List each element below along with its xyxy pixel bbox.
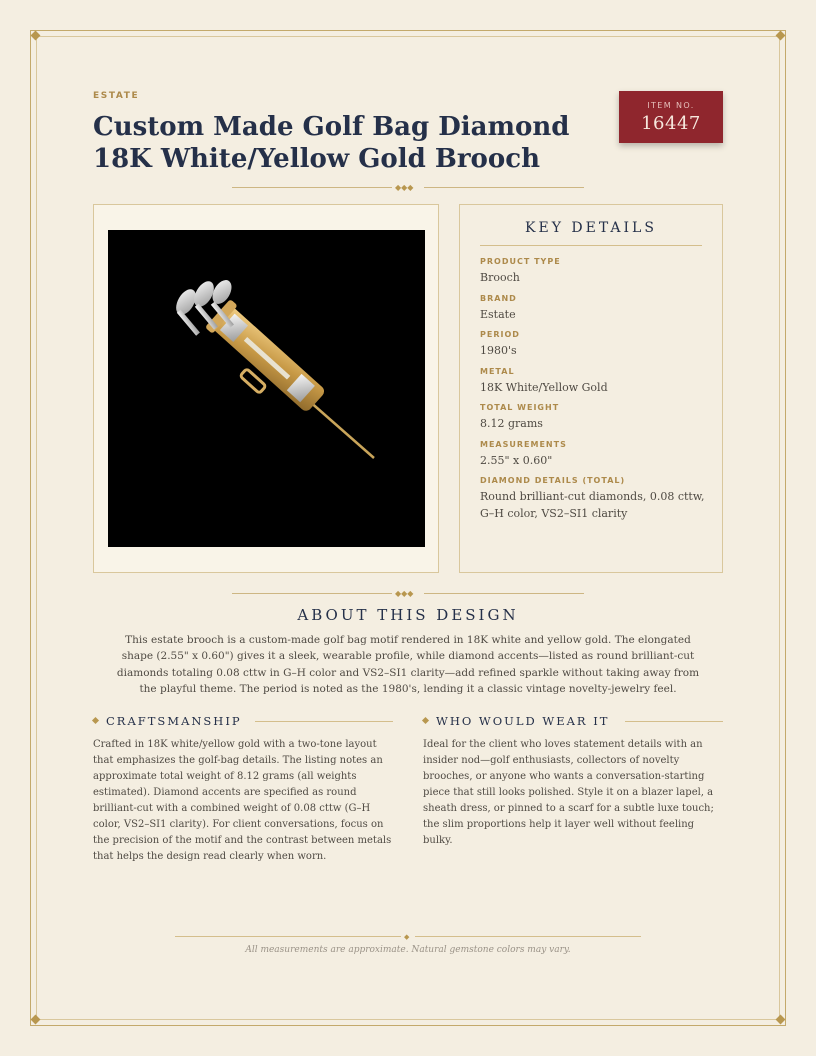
detail-value: Brooch — [480, 271, 520, 284]
detail-diamond-details — [480, 476, 710, 522]
bullet-diamond-icon — [422, 717, 429, 724]
ornamental-divider — [232, 589, 584, 599]
footer-diamond-icon: ◆ — [404, 933, 410, 941]
detail-measurements — [480, 440, 710, 469]
category-eyebrow: ESTATE — [93, 91, 140, 101]
footer-disclaimer: All measurements are approximate. Natural gemstone colors may vary. — [245, 945, 571, 955]
detail-label: METAL — [480, 367, 515, 376]
key-details-divider — [480, 245, 702, 246]
craftsmanship-title: CRAFTSMANSHIP — [106, 714, 242, 728]
detail-period — [480, 330, 710, 359]
detail-label: PERIOD — [480, 330, 520, 339]
detail-label: BRAND — [480, 294, 517, 303]
key-details-title: KEY DETAILS — [525, 220, 657, 236]
ornamental-divider — [232, 183, 584, 193]
detail-value: Round brilliant-cut diamonds, 0.08 cttw, G–H color, VS2–SI1 clarity — [480, 490, 705, 520]
item-number-badge — [619, 91, 723, 143]
item-number-label: ITEM NO. — [647, 101, 695, 110]
about-section-text: This estate brooch is a custom-made golf bag motif rendered in 18K white and yellow gold. The elongated shape (2.55" x 0.60") gives it a sleek, wearable profile, while diamond accents—listed as round brilliant-cut diamonds totaling 0.08 cttw in G–H color and VS2–SI1 clarity—add refined sparkle without taking away from the playful theme. The period is noted as the 1980's, lending it a classic vintage novelty-jewelry feel. — [116, 634, 700, 695]
who-would-wear-title: WHO WOULD WEAR IT — [436, 714, 610, 728]
page-title: Custom Made Golf Bag Diamond 18K White/Yellow Gold Brooch — [93, 112, 570, 174]
detail-label: TOTAL WEIGHT — [480, 403, 560, 412]
detail-product-type — [480, 257, 710, 286]
item-number-value: 16447 — [641, 113, 701, 134]
detail-value: 2.55" x 0.60" — [480, 454, 553, 467]
detail-value: 1980's — [480, 344, 517, 357]
detail-value: Estate — [480, 308, 516, 321]
craftsmanship-heading — [93, 714, 393, 728]
detail-metal — [480, 367, 710, 396]
product-image-panel — [93, 204, 439, 573]
craftsmanship-text: Crafted in 18K white/yellow gold with a two-tone layout that emphasizes the golf-bag details. The listing notes an approximate total weight of 8.12 grams (all weights estimated). Diamond accents are specified as round brilliant-cut with a combined weight of 0.08 cttw (G–H color, VS2–SI1 clarity). For client conversations, focus on the precision of the motif and the contrast between metals that helps the design read clearly when worn. — [93, 739, 392, 862]
detail-brand — [480, 294, 710, 323]
detail-label: PRODUCT TYPE — [480, 257, 561, 266]
ornament-diamonds-icon: ◆◆◆ — [395, 183, 414, 192]
golf-bag-brooch-image — [108, 230, 425, 547]
footer-divider — [175, 932, 641, 942]
product-photo — [108, 230, 425, 547]
detail-value: 8.12 grams — [480, 417, 543, 430]
detail-value: 18K White/Yellow Gold — [480, 381, 608, 394]
detail-total-weight — [480, 403, 710, 432]
bullet-diamond-icon — [92, 717, 99, 724]
ornament-diamonds-icon: ◆◆◆ — [395, 589, 414, 598]
key-details-panel — [459, 204, 723, 573]
who-would-wear-heading — [423, 714, 723, 728]
detail-label: DIAMOND DETAILS (TOTAL) — [480, 476, 626, 485]
about-section-title: ABOUT THIS DESIGN — [297, 606, 519, 624]
heading-rule — [625, 721, 723, 722]
heading-rule — [255, 721, 393, 722]
detail-label: MEASUREMENTS — [480, 440, 567, 449]
who-would-wear-text: Ideal for the client who loves statement details with an insider nod—golf enthusiasts, collectors of novelty brooches, or anyone who wants a conversation-starting piece that still looks polished. Style it on a blazer lapel, a sheath dress, or pinned to a scarf for a subtle luxe touch; the slim proportions help it layer well without feeling bulky. — [423, 739, 714, 846]
